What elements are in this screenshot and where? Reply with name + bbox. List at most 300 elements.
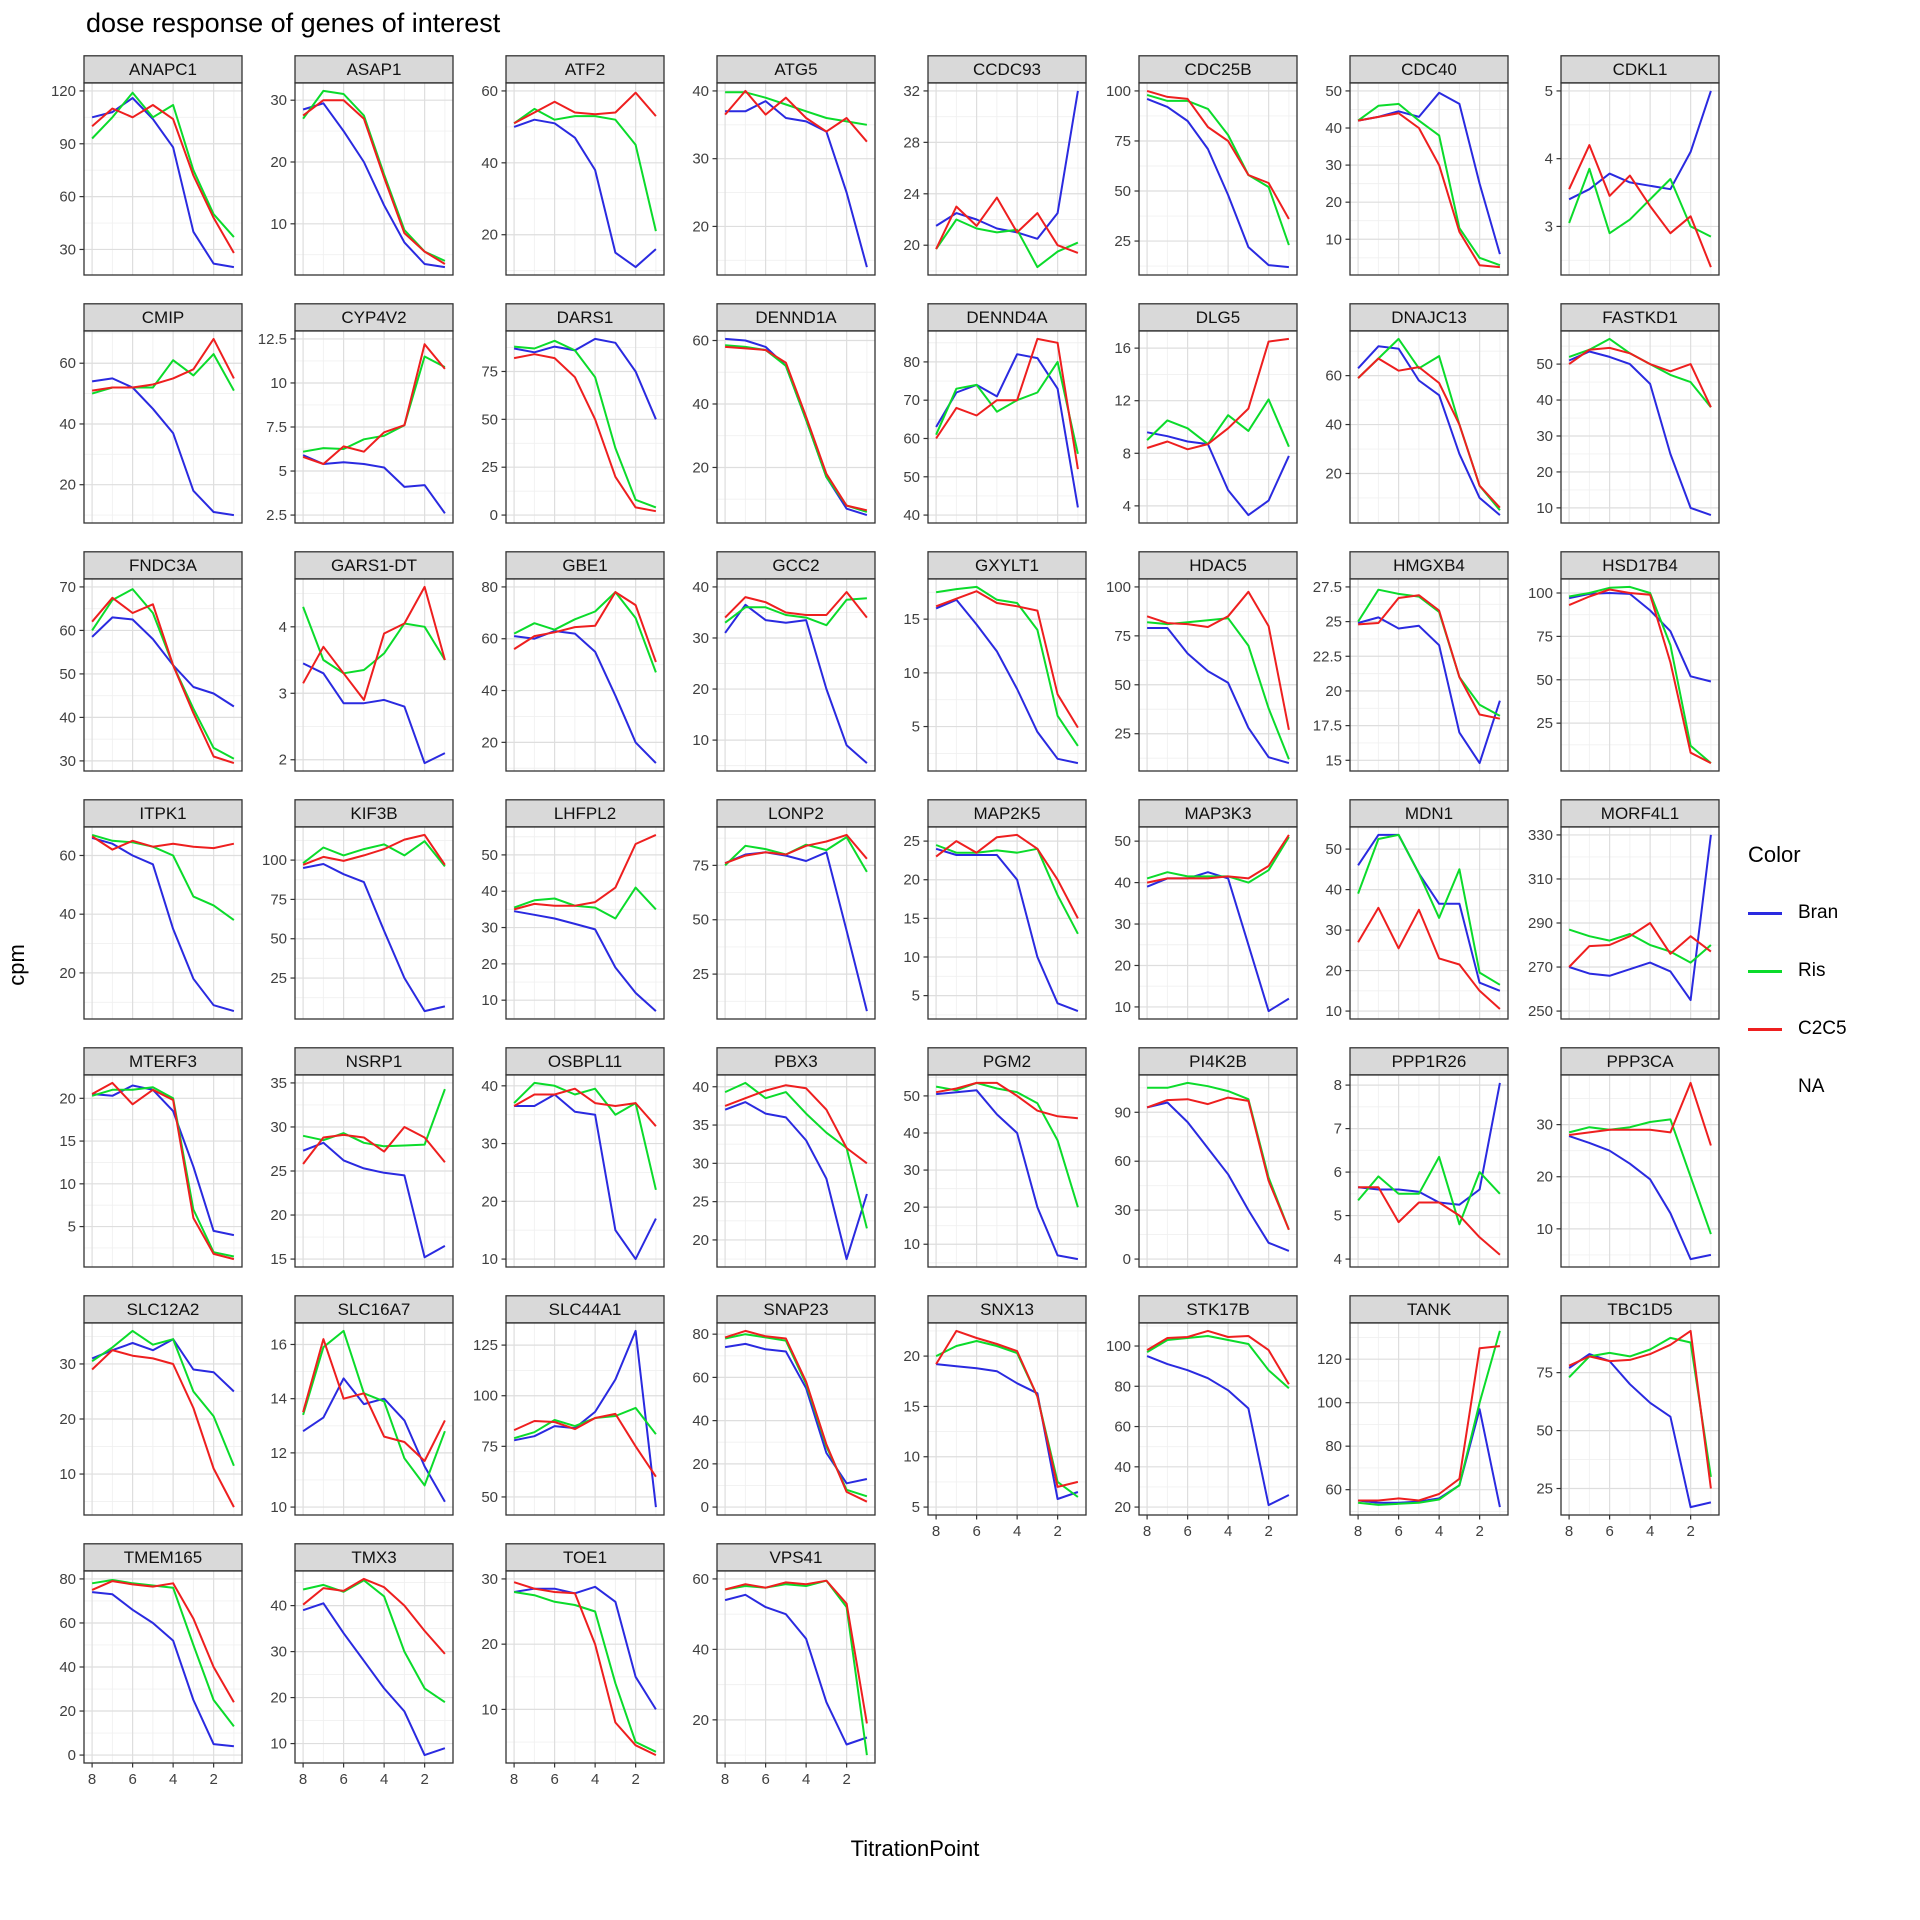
y-tick-label: 20 bbox=[270, 1207, 287, 1225]
y-tick-label: 12.5 bbox=[257, 330, 287, 348]
y-tick-label: 50 bbox=[903, 1087, 920, 1105]
y-tick-label: 20 bbox=[59, 476, 76, 494]
y-tick-label: 40 bbox=[59, 709, 76, 727]
y-tick-label: 20 bbox=[1325, 465, 1342, 483]
y-tick-label: 40 bbox=[692, 1641, 709, 1659]
y-tick-label: 60 bbox=[481, 630, 498, 648]
x-tick-label: 4 bbox=[1223, 1523, 1233, 1540]
facet-title: MTERF3 bbox=[129, 1052, 197, 1071]
x-tick-label: 2 bbox=[631, 1771, 640, 1788]
facet-panel-PI4K2B bbox=[1093, 1047, 1299, 1295]
y-tick-label: 30 bbox=[481, 1570, 498, 1588]
legend-entries bbox=[1748, 894, 1847, 1106]
facet-title: FNDC3A bbox=[128, 556, 198, 575]
y-tick-label: 12 bbox=[270, 1444, 287, 1462]
y-tick-label: 4 bbox=[1333, 1251, 1342, 1269]
facet-panel-GBE1 bbox=[460, 551, 666, 799]
facet-panel-DENND4A bbox=[882, 303, 1088, 551]
facet-title: SNAP23 bbox=[763, 1300, 829, 1319]
facet-title: HMGXB4 bbox=[1393, 556, 1465, 575]
facet-title: PPP1R26 bbox=[1391, 1052, 1467, 1071]
y-tick-label: 14 bbox=[270, 1390, 287, 1408]
legend-label: Ris bbox=[1798, 960, 1826, 981]
y-tick-label: 30 bbox=[1325, 922, 1342, 940]
y-tick-label: 60 bbox=[59, 355, 76, 373]
facet-title: MORF4L1 bbox=[1600, 804, 1680, 823]
y-tick-label: 100 bbox=[1105, 82, 1131, 100]
x-tick-label: 4 bbox=[379, 1771, 389, 1788]
x-tick-label: 8 bbox=[509, 1771, 519, 1788]
legend-line-swatch-bran bbox=[1748, 912, 1782, 915]
y-tick-label: 40 bbox=[59, 1659, 76, 1676]
y-tick-label: 30 bbox=[692, 1155, 709, 1173]
x-tick-label: 2 bbox=[842, 1771, 851, 1788]
y-tick-label: 60 bbox=[481, 82, 498, 100]
y-tick-label: 50 bbox=[1325, 841, 1342, 859]
y-tick-label: 60 bbox=[903, 430, 920, 448]
facet-panel-CDC25B bbox=[1093, 55, 1299, 303]
facet-panel-ITPK1 bbox=[38, 799, 244, 1047]
y-tick-label: 20 bbox=[903, 1348, 920, 1366]
legend-line-swatch-na bbox=[1748, 1086, 1782, 1089]
y-tick-label: 20 bbox=[1325, 682, 1342, 700]
y-tick-label: 30 bbox=[692, 150, 709, 168]
facet-panel-OSBPL11 bbox=[460, 1047, 666, 1295]
y-tick-label: 30 bbox=[59, 752, 76, 770]
y-tick-label: 4 bbox=[1122, 497, 1131, 515]
y-tick-label: 50 bbox=[1536, 1422, 1553, 1440]
y-tick-label: 80 bbox=[1114, 1378, 1131, 1396]
facet-panel-CCDC93 bbox=[882, 55, 1088, 303]
y-tick-label: 25 bbox=[692, 1193, 709, 1211]
x-tick-label: 2 bbox=[1053, 1523, 1062, 1540]
facet-title: TBC1D5 bbox=[1607, 1300, 1673, 1319]
y-tick-label: 290 bbox=[1527, 915, 1553, 932]
y-tick-label: 40 bbox=[59, 415, 76, 433]
y-tick-label: 10 bbox=[270, 1735, 287, 1753]
y-tick-label: 15 bbox=[903, 910, 920, 928]
y-tick-label: 20 bbox=[1536, 463, 1553, 481]
y-tick-label: 10 bbox=[481, 1701, 498, 1719]
y-tick-label: 75 bbox=[1536, 1364, 1553, 1382]
y-tick-label: 0 bbox=[700, 1499, 709, 1517]
y-tick-label: 22.5 bbox=[1312, 648, 1342, 666]
y-tick-label: 15 bbox=[59, 1133, 76, 1151]
facet-panel-DARS1 bbox=[460, 303, 666, 551]
facet-panel-TANK bbox=[1304, 1295, 1510, 1543]
facet-panel-KIF3B bbox=[249, 799, 455, 1047]
x-tick-label: 4 bbox=[168, 1771, 178, 1788]
y-tick-label: 100 bbox=[261, 852, 287, 870]
facet-panel-ATG5 bbox=[671, 55, 877, 303]
y-tick-label: 20 bbox=[692, 459, 709, 477]
y-tick-label: 90 bbox=[1114, 1104, 1131, 1122]
y-tick-label: 30 bbox=[1114, 1202, 1131, 1220]
y-tick-label: 40 bbox=[1325, 881, 1342, 899]
y-tick-label: 100 bbox=[1316, 1394, 1342, 1412]
legend-title: Color bbox=[1748, 842, 1801, 867]
facet-panel-TOE1 bbox=[460, 1543, 666, 1791]
facet-panel-CDC40 bbox=[1304, 55, 1510, 303]
facet-panel-PPP1R26 bbox=[1304, 1047, 1510, 1295]
y-tick-label: 0 bbox=[1122, 1251, 1131, 1269]
y-tick-label: 24 bbox=[903, 185, 920, 203]
y-tick-label: 120 bbox=[50, 82, 76, 100]
y-tick-label: 75 bbox=[1536, 628, 1553, 646]
y-tick-label: 20 bbox=[59, 1703, 76, 1721]
y-tick-label: 10 bbox=[1325, 1003, 1342, 1021]
x-tick-label: 6 bbox=[761, 1771, 770, 1788]
y-tick-label: 30 bbox=[481, 919, 498, 937]
y-tick-label: 8 bbox=[1333, 1077, 1342, 1095]
y-tick-label: 30 bbox=[270, 92, 287, 110]
facet-title: CDC40 bbox=[1401, 60, 1457, 79]
y-tick-label: 10 bbox=[903, 1448, 920, 1466]
y-tick-label: 60 bbox=[692, 332, 709, 350]
facet-panel-HSD17B4 bbox=[1515, 551, 1721, 799]
y-tick-label: 40 bbox=[481, 682, 498, 700]
y-tick-label: 6 bbox=[1333, 1164, 1342, 1182]
y-tick-label: 75 bbox=[1114, 627, 1131, 645]
facet-title: CDKL1 bbox=[1612, 60, 1668, 79]
y-tick-label: 30 bbox=[1536, 1116, 1553, 1134]
facet-title: CDC25B bbox=[1184, 60, 1252, 79]
facet-panel-CDKL1 bbox=[1515, 55, 1721, 303]
y-tick-label: 50 bbox=[1114, 676, 1131, 694]
y-tick-label: 40 bbox=[481, 1077, 498, 1095]
y-tick-label: 3 bbox=[1544, 218, 1553, 236]
y-tick-label: 20 bbox=[481, 226, 498, 244]
facet-panel-HDAC5 bbox=[1093, 551, 1299, 799]
facet-title: TOE1 bbox=[562, 1548, 608, 1567]
y-tick-label: 30 bbox=[270, 1118, 287, 1136]
y-tick-label: 75 bbox=[270, 891, 287, 909]
y-tick-label: 20 bbox=[1536, 1168, 1553, 1186]
facet-title: ITPK1 bbox=[139, 804, 187, 823]
facet-title: DENND1A bbox=[755, 308, 837, 327]
facet-panel-MAP2K5 bbox=[882, 799, 1088, 1047]
legend-entry-ris bbox=[1748, 952, 1847, 990]
y-tick-label: 10 bbox=[692, 732, 709, 750]
y-tick-label: 50 bbox=[692, 911, 709, 929]
plot-title: dose response of genes of interest bbox=[86, 8, 501, 38]
x-tick-label: 6 bbox=[1394, 1523, 1403, 1540]
y-tick-label: 330 bbox=[1527, 826, 1553, 844]
y-tick-label: 100 bbox=[1527, 585, 1553, 603]
y-tick-label: 20 bbox=[692, 681, 709, 699]
facet-title: SNX13 bbox=[980, 1300, 1034, 1319]
y-tick-label: 10 bbox=[270, 215, 287, 233]
x-tick-label: 6 bbox=[972, 1523, 981, 1540]
facet-panel-ASAP1 bbox=[249, 55, 455, 303]
y-tick-label: 8 bbox=[1122, 445, 1131, 463]
facet-title: CMIP bbox=[141, 308, 185, 327]
facet-title: DLG5 bbox=[1195, 308, 1241, 327]
y-tick-label: 2 bbox=[278, 751, 287, 769]
legend-entry-na bbox=[1748, 1068, 1847, 1106]
y-tick-label: 75 bbox=[692, 857, 709, 875]
y-tick-label: 20 bbox=[692, 1455, 709, 1473]
y-tick-label: 80 bbox=[59, 1570, 76, 1588]
x-tick-label: 4 bbox=[801, 1771, 811, 1788]
y-tick-label: 75 bbox=[1114, 132, 1131, 150]
facet-title: DARS1 bbox=[556, 308, 614, 327]
y-tick-label: 20 bbox=[481, 1636, 498, 1654]
y-tick-label: 20 bbox=[692, 1711, 709, 1729]
y-tick-label: 10 bbox=[59, 1175, 76, 1193]
y-tick-label: 40 bbox=[59, 906, 76, 924]
x-tick-label: 6 bbox=[128, 1771, 137, 1788]
facet-panel-FASTKD1 bbox=[1515, 303, 1721, 551]
y-tick-label: 35 bbox=[692, 1117, 709, 1135]
facet-panel-MORF4L1 bbox=[1515, 799, 1721, 1047]
facet-title: HSD17B4 bbox=[1602, 556, 1678, 575]
y-tick-label: 15 bbox=[903, 1398, 920, 1416]
y-tick-label: 20 bbox=[270, 1689, 287, 1707]
y-tick-label: 20 bbox=[903, 1199, 920, 1217]
y-tick-label: 50 bbox=[1536, 671, 1553, 689]
y-tick-label: 16 bbox=[270, 1336, 287, 1354]
facet-title: VPS41 bbox=[769, 1548, 823, 1567]
y-tick-label: 15 bbox=[1325, 752, 1342, 770]
y-tick-label: 10 bbox=[1536, 1220, 1553, 1238]
y-tick-label: 7 bbox=[1333, 1120, 1342, 1138]
facet-title: GBE1 bbox=[562, 556, 608, 575]
y-tick-label: 25 bbox=[692, 966, 709, 984]
y-tick-label: 80 bbox=[481, 578, 498, 596]
y-tick-label: 20 bbox=[692, 1231, 709, 1249]
facet-panel-HMGXB4 bbox=[1304, 551, 1510, 799]
facet-title: STK17B bbox=[1186, 1300, 1250, 1319]
y-tick-label: 0 bbox=[67, 1747, 76, 1765]
legend-label: C2C5 bbox=[1798, 1018, 1847, 1039]
y-tick-label: 310 bbox=[1527, 870, 1553, 888]
y-tick-label: 70 bbox=[59, 578, 76, 596]
y-tick-label: 60 bbox=[1325, 367, 1342, 385]
facet-title: DNAJC13 bbox=[1391, 308, 1467, 327]
y-tick-label: 10 bbox=[1536, 499, 1553, 517]
y-tick-label: 40 bbox=[1325, 416, 1342, 434]
x-tick-label: 8 bbox=[931, 1523, 941, 1540]
y-tick-label: 32 bbox=[903, 82, 920, 100]
y-tick-label: 10 bbox=[903, 664, 920, 682]
y-tick-label: 25 bbox=[903, 833, 920, 851]
y-tick-label: 40 bbox=[692, 1078, 709, 1096]
x-tick-label: 4 bbox=[590, 1771, 600, 1788]
facet-panel-CMIP bbox=[38, 303, 244, 551]
y-tick-label: 75 bbox=[481, 1438, 498, 1456]
y-tick-label: 12 bbox=[1114, 392, 1131, 410]
y-tick-label: 250 bbox=[1527, 1003, 1553, 1021]
facet-title: CCDC93 bbox=[972, 60, 1042, 79]
y-tick-label: 3 bbox=[278, 685, 287, 703]
y-tick-label: 4 bbox=[278, 618, 287, 636]
y-tick-label: 5 bbox=[1333, 1207, 1342, 1225]
y-tick-label: 20 bbox=[692, 218, 709, 236]
facet-title: SLC16A7 bbox=[337, 1300, 411, 1319]
y-tick-label: 60 bbox=[59, 622, 76, 640]
y-tick-label: 60 bbox=[59, 1614, 76, 1632]
facet-panel-TMEM165 bbox=[38, 1543, 244, 1791]
y-tick-label: 270 bbox=[1527, 959, 1553, 977]
y-tick-label: 40 bbox=[692, 82, 709, 100]
y-tick-label: 50 bbox=[1114, 183, 1131, 201]
y-tick-label: 50 bbox=[1114, 833, 1131, 851]
facet-title: OSBPL11 bbox=[547, 1052, 623, 1071]
y-tick-label: 20 bbox=[481, 1193, 498, 1211]
y-tick-label: 2.5 bbox=[266, 507, 287, 525]
y-tick-label: 10 bbox=[1325, 231, 1342, 249]
y-tick-label: 30 bbox=[270, 1643, 287, 1661]
y-tick-label: 20 bbox=[903, 237, 920, 255]
y-tick-label: 30 bbox=[59, 1355, 76, 1373]
facet-title: CYP4V2 bbox=[341, 308, 407, 327]
y-tick-label: 50 bbox=[270, 930, 287, 948]
y-tick-label: 40 bbox=[1114, 874, 1131, 892]
y-tick-label: 10 bbox=[1114, 998, 1131, 1016]
legend-line-swatch-ris bbox=[1748, 970, 1782, 973]
y-tick-label: 30 bbox=[1536, 427, 1553, 445]
x-tick-label: 6 bbox=[550, 1771, 559, 1788]
x-tick-label: 2 bbox=[1686, 1523, 1695, 1540]
y-tick-label: 40 bbox=[481, 883, 498, 901]
y-tick-label: 75 bbox=[481, 363, 498, 381]
y-tick-label: 125 bbox=[472, 1337, 498, 1355]
facet-title: PI4K2B bbox=[1189, 1052, 1247, 1071]
y-tick-label: 40 bbox=[692, 395, 709, 413]
y-tick-label: 100 bbox=[1105, 578, 1131, 596]
x-tick-label: 6 bbox=[339, 1771, 348, 1788]
facet-title: GXYLT1 bbox=[975, 556, 1039, 575]
y-tick-label: 30 bbox=[1325, 157, 1342, 175]
x-tick-label: 4 bbox=[1012, 1523, 1022, 1540]
y-tick-label: 50 bbox=[1536, 356, 1553, 374]
y-tick-label: 30 bbox=[59, 241, 76, 259]
facet-panel-CYP4V2 bbox=[249, 303, 455, 551]
y-tick-label: 20 bbox=[59, 1411, 76, 1428]
facet-panel-SLC12A2 bbox=[38, 1295, 244, 1543]
y-tick-label: 50 bbox=[481, 846, 498, 864]
y-tick-label: 10 bbox=[903, 948, 920, 966]
y-tick-label: 25 bbox=[1536, 715, 1553, 733]
y-tick-label: 10 bbox=[270, 1499, 287, 1517]
y-tick-label: 5 bbox=[911, 987, 920, 1005]
y-tick-label: 20 bbox=[1114, 957, 1131, 975]
facet-title: DENND4A bbox=[966, 308, 1048, 327]
y-tick-label: 20 bbox=[59, 1090, 76, 1108]
facet-title: MAP3K3 bbox=[1184, 804, 1252, 823]
y-tick-label: 25 bbox=[270, 970, 287, 988]
y-tick-label: 30 bbox=[481, 1135, 498, 1153]
y-tick-label: 20 bbox=[270, 154, 287, 172]
y-tick-label: 10 bbox=[59, 1466, 76, 1484]
x-axis-title: TitrationPoint bbox=[850, 1836, 980, 1861]
facet-title: MDN1 bbox=[1404, 804, 1454, 823]
y-tick-label: 5 bbox=[911, 1499, 920, 1517]
facet-panel-LONP2 bbox=[671, 799, 877, 1047]
y-tick-label: 40 bbox=[1536, 392, 1553, 410]
facet-title: ASAP1 bbox=[346, 60, 402, 79]
facet-panel-PPP3CA bbox=[1515, 1047, 1721, 1295]
y-tick-label: 20 bbox=[481, 734, 498, 752]
facet-title: TMEM165 bbox=[123, 1548, 203, 1567]
legend-label: Bran bbox=[1798, 902, 1839, 923]
y-tick-label: 4 bbox=[1544, 150, 1553, 168]
y-tick-label: 50 bbox=[59, 665, 76, 683]
y-tick-label: 7.5 bbox=[266, 419, 287, 436]
facet-title: NSRP1 bbox=[345, 1052, 403, 1071]
facet-title: PBX3 bbox=[774, 1052, 818, 1071]
facet-title: ATF2 bbox=[564, 60, 606, 79]
y-tick-label: 40 bbox=[1325, 120, 1342, 138]
facet-panel-MDN1 bbox=[1304, 799, 1510, 1047]
facet-title: FASTKD1 bbox=[1602, 308, 1678, 327]
y-tick-label: 50 bbox=[1325, 82, 1342, 100]
facet-title: SLC44A1 bbox=[548, 1300, 622, 1319]
legend-entry-c2c5 bbox=[1748, 1010, 1847, 1048]
facet-title: TMX3 bbox=[351, 1548, 397, 1567]
y-tick-label: 10 bbox=[481, 1251, 498, 1269]
y-tick-label: 20 bbox=[59, 964, 76, 982]
y-tick-label: 100 bbox=[472, 1387, 498, 1405]
facet-panel-SNX13 bbox=[882, 1295, 1088, 1543]
facet-panel-STK17B bbox=[1093, 1295, 1299, 1543]
y-axis-title: cpm bbox=[4, 944, 29, 986]
legend-line-swatch-c2c5 bbox=[1748, 1028, 1782, 1031]
facet-panel-MTERF3 bbox=[38, 1047, 244, 1295]
x-tick-label: 2 bbox=[420, 1771, 429, 1788]
facet-panel-SLC16A7 bbox=[249, 1295, 455, 1543]
y-tick-label: 80 bbox=[1325, 1438, 1342, 1456]
y-tick-label: 60 bbox=[59, 188, 76, 206]
y-tick-label: 27.5 bbox=[1312, 578, 1342, 596]
facet-title: PGM2 bbox=[982, 1052, 1032, 1071]
y-tick-label: 10 bbox=[481, 992, 498, 1010]
y-tick-label: 40 bbox=[692, 578, 709, 596]
y-tick-label: 16 bbox=[1114, 340, 1131, 358]
y-tick-label: 25 bbox=[481, 459, 498, 477]
y-tick-label: 15 bbox=[903, 611, 920, 629]
y-tick-label: 30 bbox=[903, 1162, 920, 1180]
y-tick-label: 30 bbox=[1114, 916, 1131, 934]
facet-panel-ANAPC1 bbox=[38, 55, 244, 303]
y-tick-label: 5 bbox=[1544, 82, 1553, 100]
y-tick-label: 60 bbox=[1114, 1153, 1131, 1171]
facet-panel-DENND1A bbox=[671, 303, 877, 551]
y-tick-label: 60 bbox=[1114, 1418, 1131, 1436]
y-tick-label: 20 bbox=[1114, 1499, 1131, 1517]
y-tick-label: 60 bbox=[692, 1570, 709, 1588]
y-tick-label: 50 bbox=[903, 468, 920, 486]
y-tick-label: 80 bbox=[903, 353, 920, 371]
facet-title: MAP2K5 bbox=[973, 804, 1041, 823]
y-tick-label: 25 bbox=[270, 1163, 287, 1180]
y-tick-label: 90 bbox=[59, 135, 76, 153]
y-tick-label: 25 bbox=[1114, 725, 1131, 743]
y-tick-label: 20 bbox=[1325, 194, 1342, 212]
y-tick-label: 25 bbox=[1325, 613, 1342, 631]
legend-entry-bran bbox=[1748, 894, 1847, 932]
facet-title: LONP2 bbox=[768, 804, 824, 823]
facet-title: ATG5 bbox=[774, 60, 818, 79]
facet-panel-ATF2 bbox=[460, 55, 666, 303]
x-tick-label: 4 bbox=[1434, 1523, 1444, 1540]
facet-panel-FNDC3A bbox=[38, 551, 244, 799]
x-tick-label: 8 bbox=[1353, 1523, 1363, 1540]
y-tick-label: 100 bbox=[1105, 1338, 1131, 1356]
facet-title: GCC2 bbox=[772, 556, 820, 575]
facet-panel-PGM2 bbox=[882, 1047, 1088, 1295]
